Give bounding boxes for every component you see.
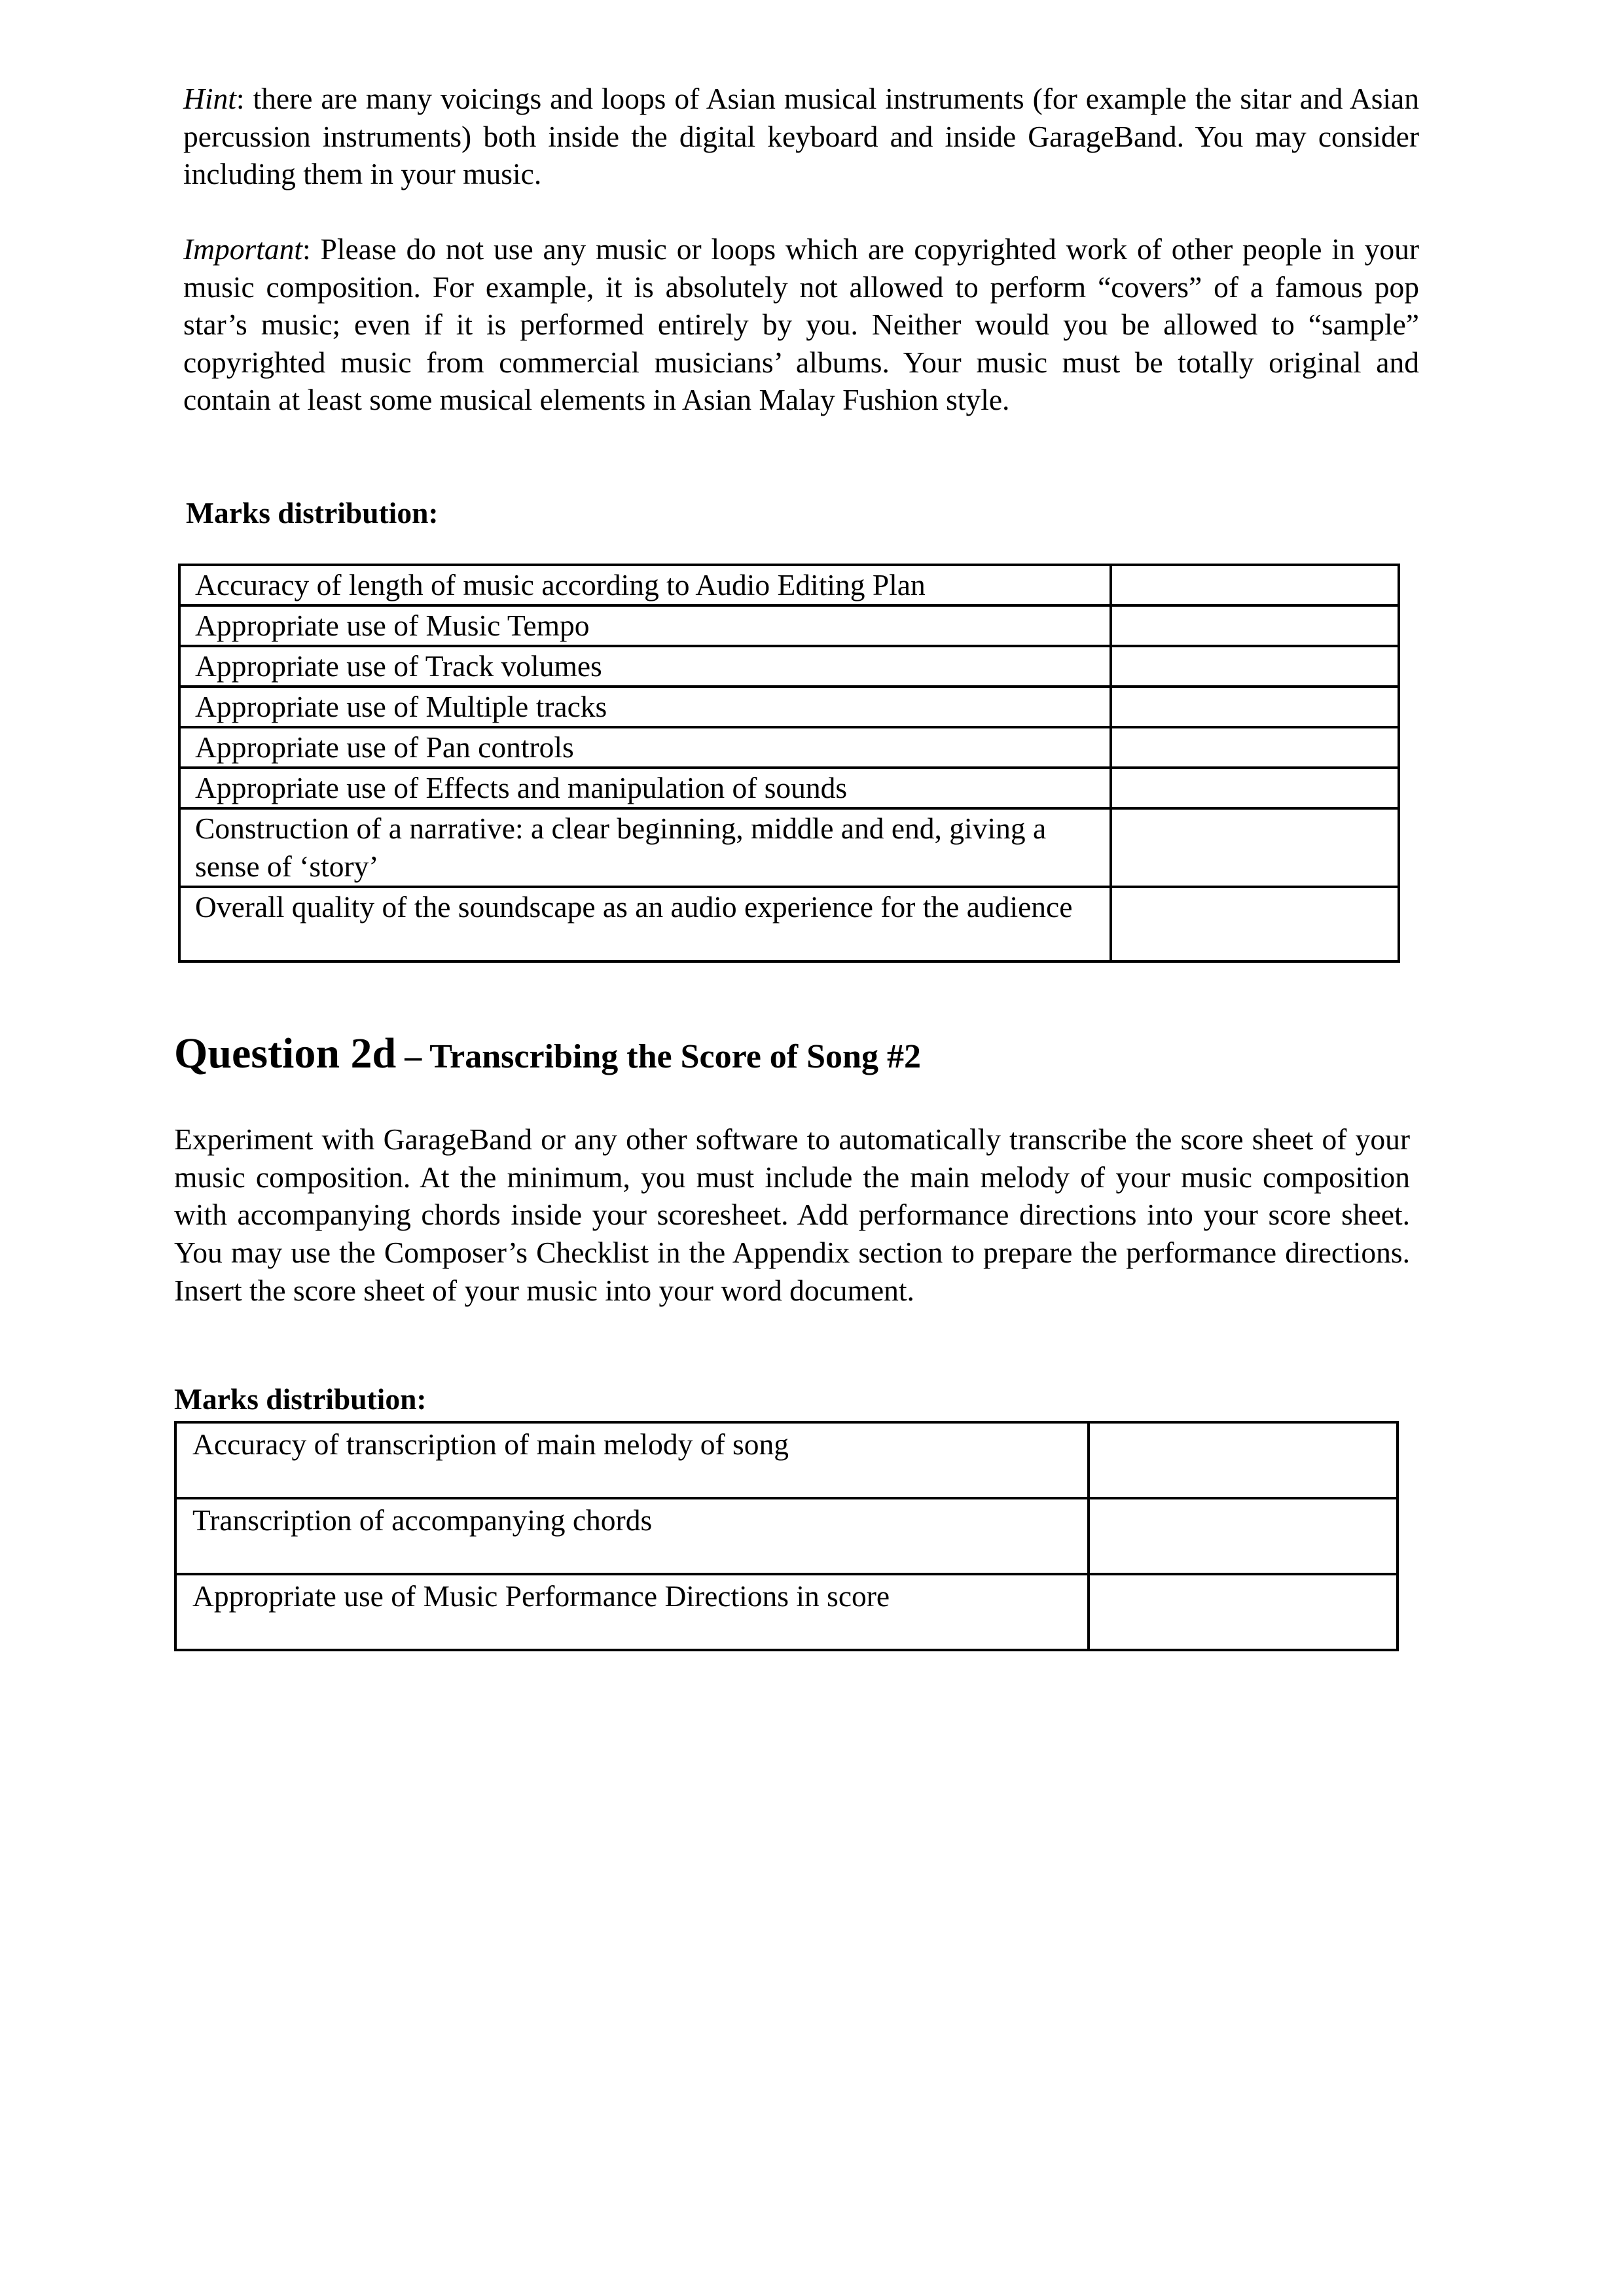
- criterion-cell: Appropriate use of Music Performance Directions in score: [175, 1574, 1089, 1650]
- table-row: [179, 808, 1399, 887]
- important-paragraph: [183, 230, 1419, 419]
- important-text: : Please do not use any music or loops which are copyrighted work of other people in your music composition. For example, it is absolutely not allowed to perform “covers” of a famous pop star’s music; even if it is performed entirely by you. Neither would you be allowed to “sample” copyrighted music from commercial musicians’ albums. Your music must be totally original and contain at least some musical elements in Asian Malay Fushion style.: [183, 232, 1419, 416]
- hint-paragraph: [183, 80, 1419, 193]
- score-cell[interactable]: [1089, 1574, 1398, 1650]
- score-cell[interactable]: [1111, 605, 1399, 646]
- table-row: [175, 1498, 1398, 1574]
- score-cell[interactable]: [1111, 646, 1399, 687]
- table-row: [179, 768, 1399, 808]
- score-cell[interactable]: [1111, 887, 1399, 961]
- question-body: Experiment with GarageBand or any other software to automatically transcribe the score sheet of your music composition. At the minimum, you must include the main melody of your music composition with accompanying chords inside your scoresheet. Add performance directions into your score sheet. You may use the Composer’s Checklist in the Appendix section to prepare the performance directions. Insert the score sheet of your music into your word document.: [174, 1122, 1410, 1307]
- question-number: Question 2d: [174, 1030, 397, 1077]
- table-row: [179, 887, 1399, 961]
- hint-text: : there are many voicings and loops of Asian musical instruments (for example the sitar and Asian percussion instruments) both inside the digital keyboard and inside GarageBand. You may consider including them in your music.: [183, 82, 1419, 190]
- criterion-cell: Accuracy of transcription of main melody of song: [175, 1422, 1089, 1498]
- question-title: – Transcribing the Score of Song #2: [396, 1038, 921, 1075]
- table-row: [175, 1574, 1398, 1650]
- criterion-cell: Appropriate use of Multiple tracks: [179, 687, 1111, 727]
- criterion-cell: Overall quality of the soundscape as an audio experience for the audience: [179, 887, 1111, 961]
- marks-distribution-label: Marks distribution:: [186, 496, 439, 529]
- table-row: [179, 565, 1399, 605]
- score-cell[interactable]: [1111, 565, 1399, 605]
- score-cell[interactable]: [1089, 1422, 1398, 1498]
- score-cell[interactable]: [1111, 808, 1399, 887]
- table-row: [179, 646, 1399, 687]
- hint-lead: Hint: [183, 82, 236, 115]
- score-cell[interactable]: [1111, 727, 1399, 768]
- criterion-cell: Appropriate use of Track volumes: [179, 646, 1111, 687]
- criterion-cell: Construction of a narrative: a clear beginning, middle and end, giving a sense of ‘story’: [179, 808, 1111, 887]
- table-row: [179, 687, 1399, 727]
- criterion-cell: Accuracy of length of music according to Audio Editing Plan: [179, 565, 1111, 605]
- criterion-cell: Appropriate use of Music Tempo: [179, 605, 1111, 646]
- score-cell[interactable]: [1111, 687, 1399, 727]
- criterion-cell: Transcription of accompanying chords: [175, 1498, 1089, 1574]
- marks-table-transcription: [174, 1421, 1399, 1651]
- score-cell[interactable]: [1089, 1498, 1398, 1574]
- table-row: [175, 1422, 1398, 1498]
- score-cell[interactable]: [1111, 768, 1399, 808]
- criterion-cell: Appropriate use of Effects and manipulation of sounds: [179, 768, 1111, 808]
- important-lead: Important: [183, 232, 302, 266]
- table-row: [179, 727, 1399, 768]
- criterion-cell: Appropriate use of Pan controls: [179, 727, 1111, 768]
- marks-distribution-label: Marks distribution:: [174, 1382, 427, 1416]
- question-heading: [174, 1029, 921, 1079]
- marks-table-song: [178, 564, 1400, 963]
- table-row: [179, 605, 1399, 646]
